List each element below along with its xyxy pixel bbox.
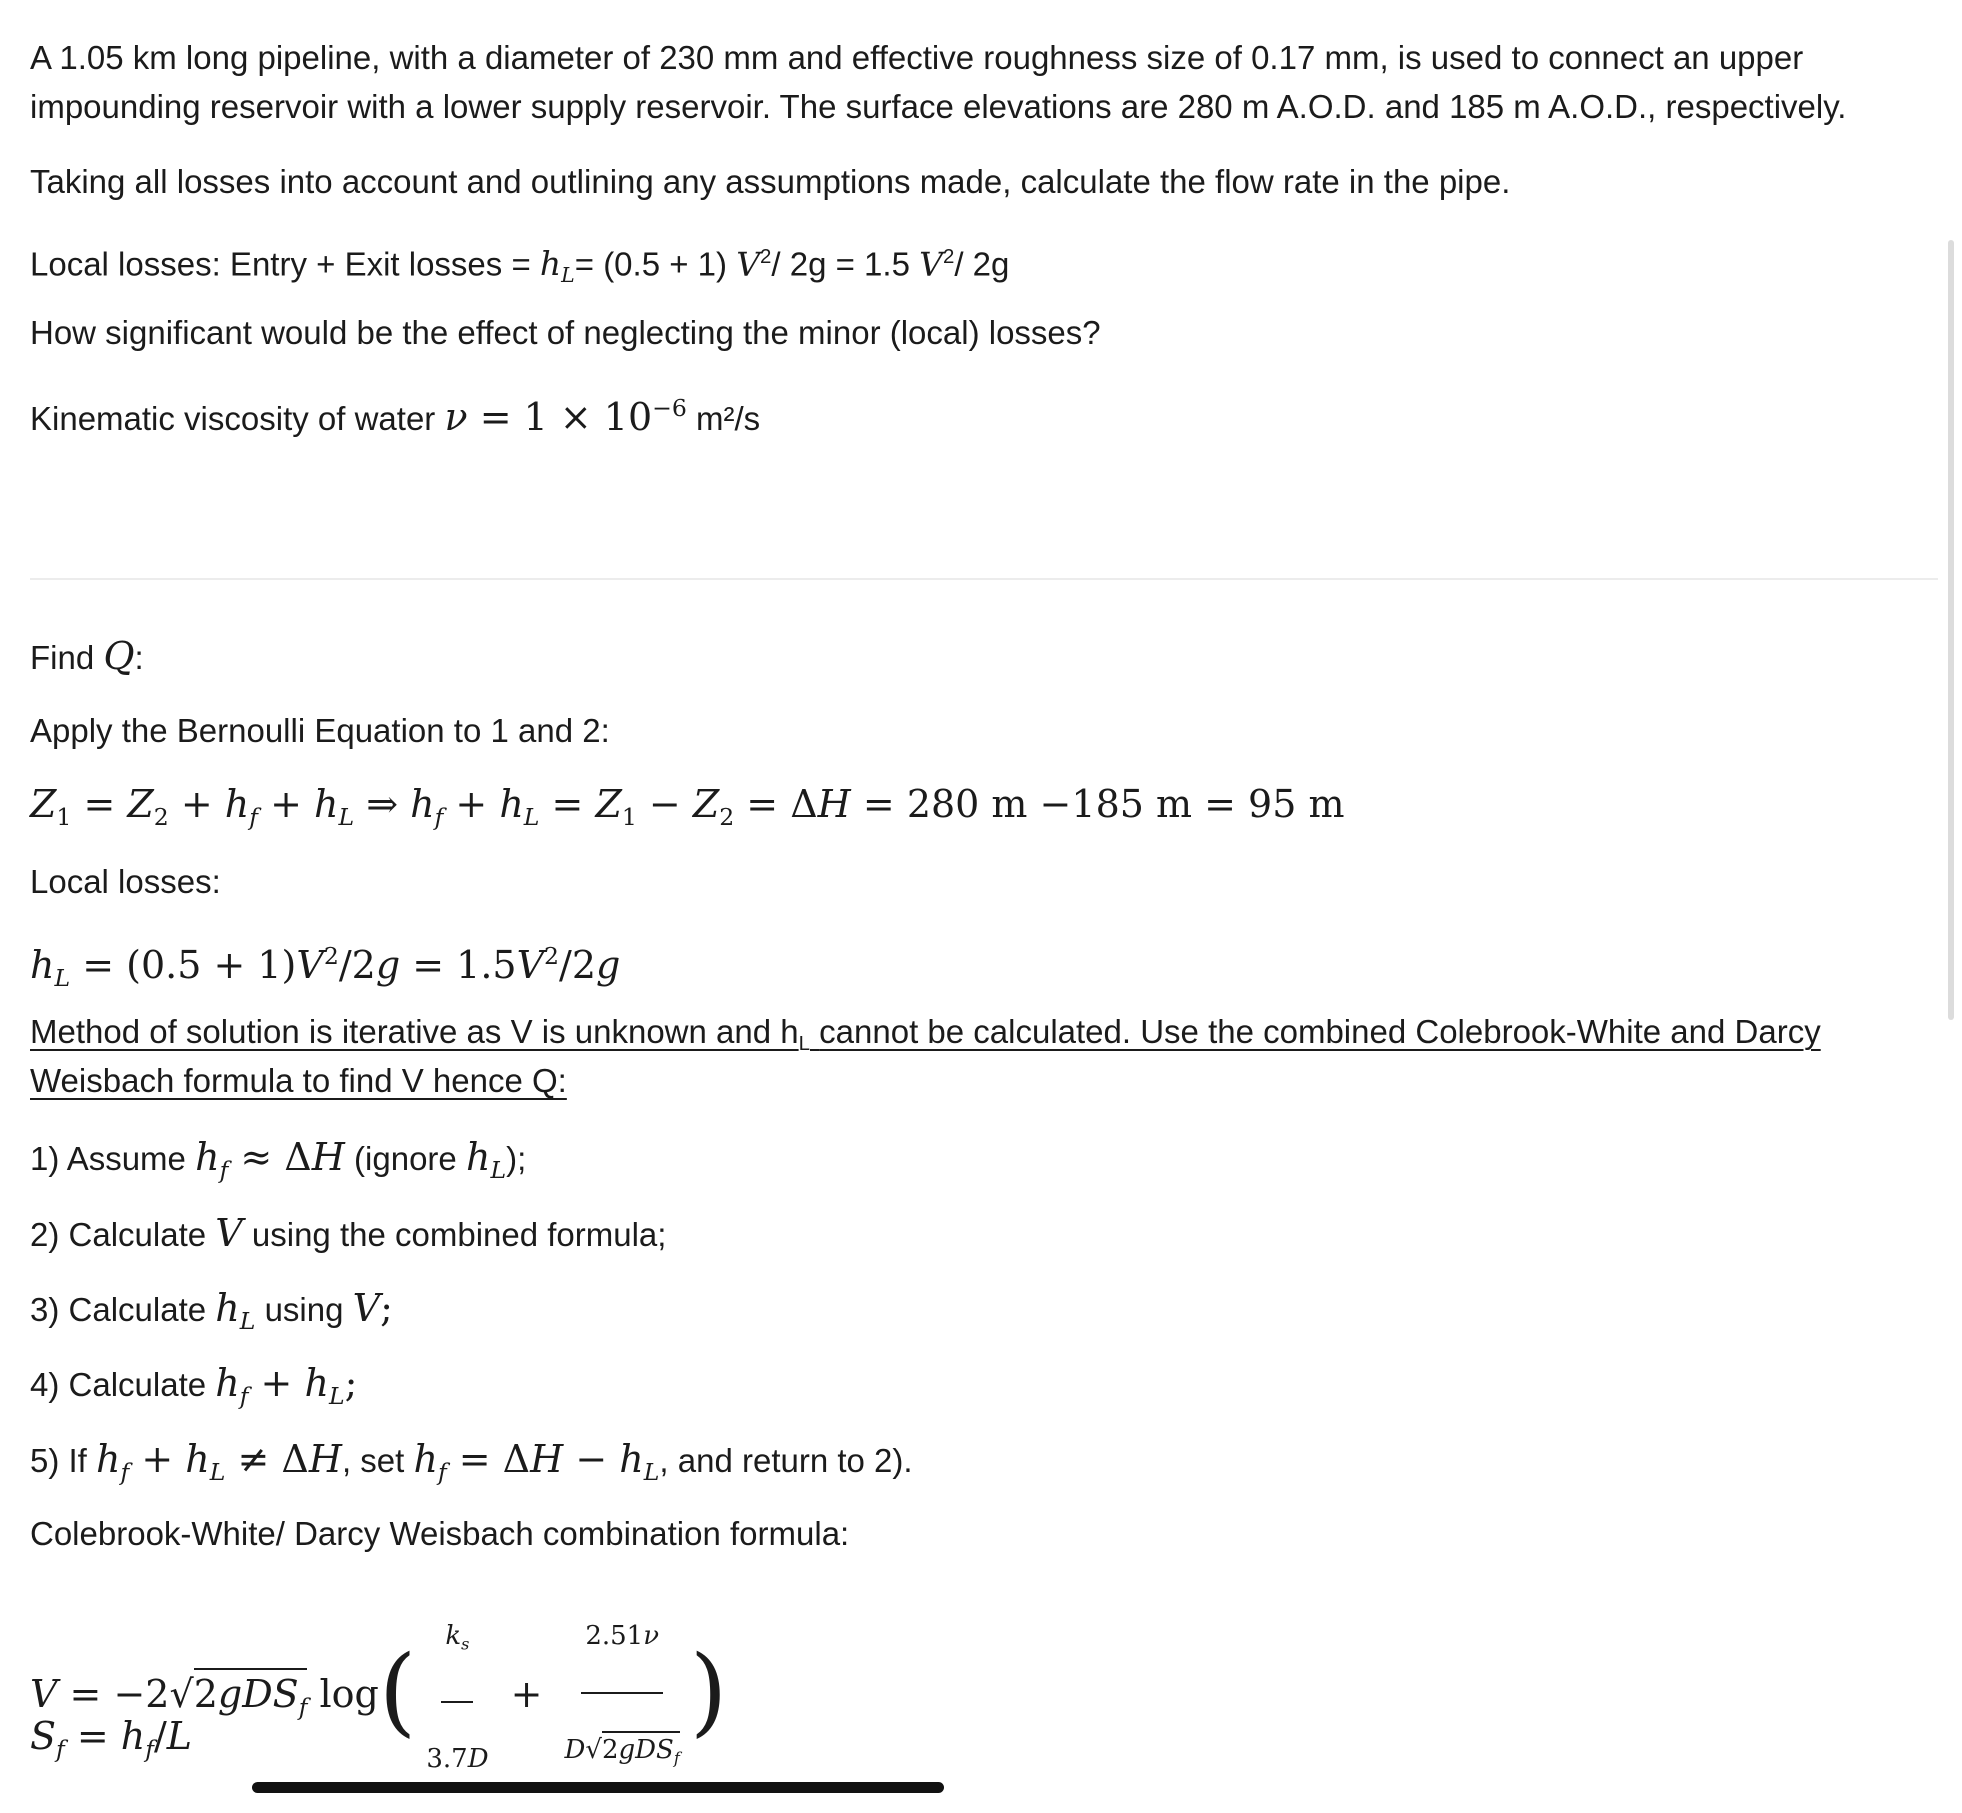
step-3-mid: using — [264, 1291, 344, 1328]
local-losses-expr-b: / 2g = 1.5 — [771, 245, 910, 283]
step-5-tail: , and return to 2). — [659, 1442, 913, 1479]
step-1: 1) Assume $h_f \approx \Delta H$ (ignore $h_L$); — [30, 1135, 527, 1185]
problem-line-1: A 1.05 km long pipeline, with a diameter of 230 mm and effective roughness size of 0.17 mm, is used to connect an upper — [30, 39, 1804, 76]
viscosity-exponent: −6 — [652, 394, 687, 422]
step-4-prefix: 4) Calculate — [30, 1366, 207, 1403]
local-losses-prefix: Local losses: Entry + Exit losses = — [30, 245, 531, 283]
problem-line-2: impounding reservoir with a lower supply reservoir. The surface elevations are 280 m A.O.D. and 185 m A.O.D., respectively. — [30, 88, 1847, 125]
viscosity-unit: m²/s — [696, 400, 761, 438]
step-4: 4) Calculate $h_f + h_L$; — [30, 1361, 358, 1411]
viscosity-line: Kinematic viscosity of water $\nu = 1 \times 10^{-6}$ m²/s — [30, 394, 761, 440]
apply-bernoulli: Apply the Bernoulli Equation to 1 and 2: — [30, 712, 610, 749]
viscosity-value: = 1 × 10 — [479, 395, 653, 440]
step-1-prefix: 1) Assume — [30, 1140, 186, 1177]
local-losses-equation: $h_L = (0.5 + 1)V^2/2g = 1.5V^2/2g$ — [30, 942, 621, 993]
step-1-end: ); — [506, 1140, 527, 1177]
step-2: 2) Calculate V using the combined formula; — [30, 1211, 667, 1255]
step-2-prefix: 2) Calculate — [30, 1216, 207, 1253]
method-line-1: Method of solution is iterative as V is unknown and $h_L$ cannot be calculated. Use the combined Colebrook-White and Darcy — [30, 1013, 1821, 1056]
find-q: Find Q: — [30, 634, 144, 678]
local-losses-expr-c: / 2g — [954, 245, 1010, 283]
scrollbar[interactable] — [1948, 240, 1954, 1020]
colebrook-white-label: Colebrook-White/ Darcy Weisbach combination formula: — [30, 1515, 850, 1552]
step-5: 5) If $h_f + h_L \ne \Delta H$, set $h_f = \Delta H - h_L$, and return to 2). — [30, 1437, 913, 1487]
find-q-label: Find — [30, 639, 95, 676]
log-word: log — [319, 1671, 379, 1716]
step-2-tail: using the combined formula; — [251, 1216, 667, 1253]
slope-equation: $S_f = h_f/L$ — [30, 1714, 193, 1764]
local-losses-expr-a: = (0.5 + 1) — [574, 245, 728, 283]
section-divider — [30, 578, 1938, 580]
step-3: 3) Calculate $h_L$ using V; — [30, 1286, 393, 1336]
method-line-2: Weisbach formula to find V hence Q: — [30, 1062, 567, 1099]
bernoulli-tail: = 280 m −185 m = 95 m — [862, 782, 1345, 826]
method-line-1-text: Method of solution is iterative as V is unknown and h — [30, 1013, 799, 1050]
step-1-mid: (ignore — [354, 1140, 457, 1177]
home-indicator[interactable] — [252, 1782, 944, 1793]
local-losses-statement: Local losses: Entry + Exit losses = $h_L= (0.5 + 1)$ $V^2/$ 2g = 1.5 $V^2/$ 2g — [30, 244, 1010, 288]
viscosity-prefix: Kinematic viscosity of water — [30, 400, 436, 438]
step-3-prefix: 3) Calculate — [30, 1291, 207, 1328]
step-5-prefix: 5) If — [30, 1442, 87, 1479]
problem-task: Taking all losses into account and outlining any assumptions made, calculate the flow rate in the pipe. — [30, 163, 1511, 200]
bernoulli-equation: $Z_1 = Z_2 + h_f + h_L$ ⇒ $h_f + h_L = Z_1 - Z_2 = \Delta H = 280$ m −185 m = 95 m — [30, 782, 1345, 832]
step-5-mid: , set — [341, 1442, 405, 1479]
colebrook-white-formula: V = −2√2gDS$_f$ log( $\frac{k_s}{3.7D}$ + $\frac{2.51\nu}{D√2gDS_f}$ ) — [30, 1582, 727, 1813]
method-line-1-tail: cannot be calculated. Use the combined Colebrook-White and Darcy — [819, 1013, 1821, 1050]
local-losses-label: Local losses: — [30, 863, 221, 900]
problem-question: How significant would be the effect of neglecting the minor (local) losses? — [30, 314, 1101, 351]
